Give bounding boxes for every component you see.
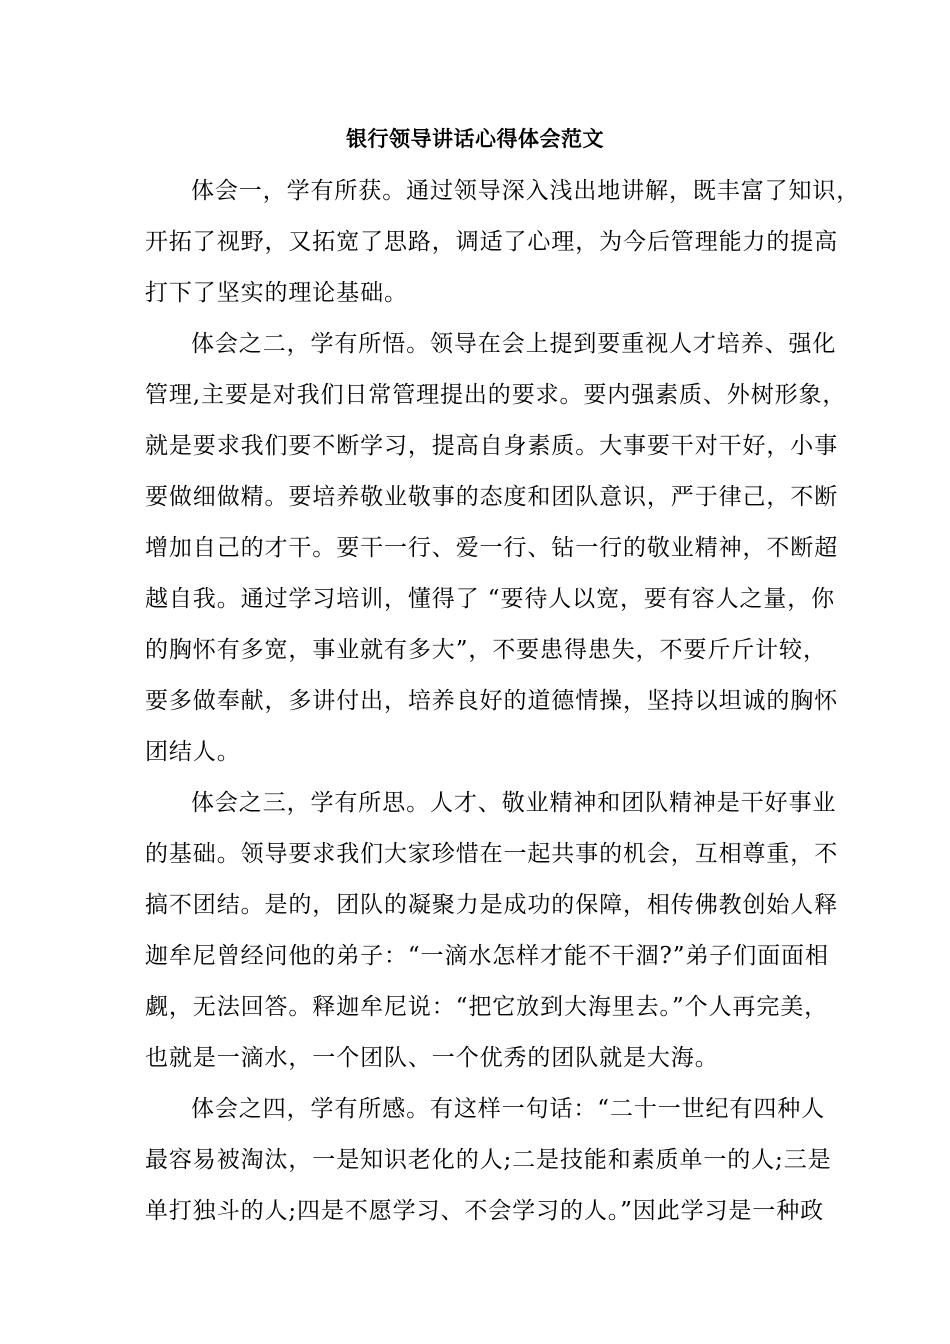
text-line: 要多做奉献，多讲付出，培养良好的道德情操，坚持以坦诚的胸怀: [145, 688, 839, 714]
text-line: 觑，无法回答。释迦牟尼说：“把它放到大海里去。”个人再完美，: [145, 994, 829, 1020]
text-line: 的胸怀有多宽，事业就有多大”，不要患得患失，不要斤斤计较，: [145, 637, 827, 663]
text-line: 管理,主要是对我们日常管理提出的要求。要内强素质、外树形象，: [145, 382, 847, 408]
text-line: 迦牟尼曾经问他的弟子：“一滴水怎样才能不干涸?”弟子们面面相: [145, 943, 829, 969]
text-line: 体会之二，学有所悟。领导在会上提到要重视人才培养、强化: [191, 331, 837, 357]
text-line: 打下了坚实的理论基础。: [145, 280, 408, 306]
text-line: 的基础。领导要求我们大家珍惜在一起共事的机会，互相尊重，不: [145, 841, 839, 867]
text-line: 要做细做精。要培养敬业敬事的态度和团队意识，严于律己，不断: [145, 484, 839, 510]
text-line: 越自我。通过学习培训，懂得了 “要待人以宽，要有容人之量，你: [145, 586, 836, 612]
text-line: 就是要求我们要不断学习，提高自身素质。大事要干对干好，小事: [145, 433, 839, 459]
text-line: 体会一，学有所获。通过领导深入浅出地讲解，既丰富了知识，: [191, 178, 861, 204]
text-line: 体会之三，学有所思。人才、敬业精神和团队精神是干好事业: [191, 790, 837, 816]
document-body: [145, 172, 861, 1243]
text-line: 也就是一滴水，一个团队、一个优秀的团队就是大海。: [145, 1045, 719, 1071]
text-line: 搞不团结。是的，团队的凝聚力是成功的保障，相传佛教创始人释: [145, 892, 839, 918]
text-line: 最容易被淘汰，一是知识老化的人;二是技能和素质单一的人;三是: [145, 1147, 832, 1173]
text-line: 增加自己的才干。要干一行、爱一行、钻一行的敬业精神，不断超: [145, 535, 839, 561]
document-title: 银行领导讲话心得体会范文: [346, 126, 604, 151]
text-line: 体会之四，学有所感。有这样一句话：“二十一世纪有四种人: [191, 1096, 826, 1122]
text-line: 开拓了视野，又拓宽了思路，调适了心理，为今后管理能力的提高: [145, 229, 839, 255]
text-line: 团结人。: [145, 739, 241, 765]
text-line: 单打独斗的人;四是不愿学习、不会学习的人。”因此学习是一种政: [145, 1198, 825, 1224]
